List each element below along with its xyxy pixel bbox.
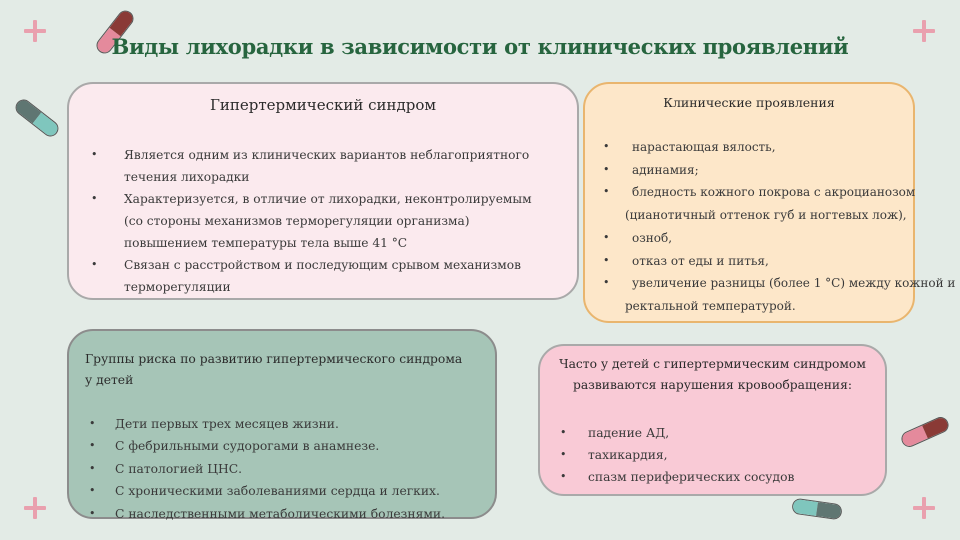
list-item: • озноб, <box>625 227 925 250</box>
bullet-icon: • <box>603 253 610 267</box>
risk-groups-card <box>67 329 497 519</box>
circulatory-disorders-list <box>560 422 878 488</box>
hyperthermic-syndrome-list <box>91 144 547 298</box>
list-item: • Дети первых трех месяцев жизни. <box>115 413 485 435</box>
circulatory-disorders-card <box>538 344 887 496</box>
bullet-icon: • <box>603 140 610 153</box>
bullet-icon: • <box>89 506 96 520</box>
list-item: • С хроническими заболеваниями сердца и легких. <box>115 480 485 502</box>
list-item: • спазм периферических сосудов <box>588 466 878 488</box>
bullet-icon: • <box>603 185 610 199</box>
card-title: Гипертермический синдром <box>209 96 437 114</box>
list-item-continuation: ректальной температурой. <box>625 298 796 313</box>
list-item: • падение АД, <box>588 422 878 444</box>
page-title: Виды лихорадки в зависимости от клинических проявлений <box>111 34 849 59</box>
bullet-icon: • <box>89 439 96 453</box>
bullet-icon: • <box>603 276 610 290</box>
card-title: Группы риска по развитию гипертермического синдрома у детей <box>85 352 463 387</box>
bullet-icon: • <box>603 230 610 244</box>
list-item: • С наследственными метаболическими болезнями. <box>115 503 485 525</box>
list-item-continuation: (цианотичный оттенок губ и ногтевых лож), <box>625 208 907 223</box>
plus-cross-icon <box>913 497 935 519</box>
bullet-icon: • <box>560 448 567 461</box>
risk-groups-list <box>89 413 485 525</box>
list-item: • Связан с расстройством и последующим срывом механизмов терморегуляции <box>117 254 547 298</box>
list-item: • бледность кожного покрова с акроцианозом <box>625 181 925 204</box>
list-item: • Характеризуется, в отличие от лихорадки, неконтролируемым (со стороны механизмов терморегуляции организма) повышением температуры тела выше 41 °C <box>117 188 547 254</box>
bullet-icon: • <box>560 426 567 439</box>
bullet-icon: • <box>89 484 96 498</box>
bullet-icon: • <box>603 162 610 176</box>
plus-cross-icon <box>24 497 46 519</box>
card-title: Часто у детей с гипертермическим синдромом развиваются нарушения кровообращения: <box>559 357 866 392</box>
list-item: • С патологией ЦНС. <box>115 458 485 480</box>
hyperthermic-syndrome-card <box>67 82 579 300</box>
clinical-manifestations-card <box>583 82 956 323</box>
bullet-icon: • <box>89 417 96 430</box>
list-item: • увеличение разницы (более 1 °C) между кожной и <box>625 272 925 295</box>
list-item: • С фебрильными судорогами в анамнезе. <box>115 435 485 457</box>
card-title: Клинические проявления <box>663 95 835 110</box>
bullet-icon: • <box>89 461 96 475</box>
list-item: • Является одним из клинических вариантов неблагоприятного течения лихорадки <box>117 144 547 188</box>
bullet-icon: • <box>560 470 567 483</box>
capsule-pill-icon <box>12 96 61 139</box>
capsule-pill-icon <box>791 498 843 521</box>
bullet-icon: • <box>91 258 98 271</box>
list-item: • адинамия; <box>625 159 925 182</box>
bullet-icon: • <box>91 148 98 161</box>
list-item: • нарастающая вялость, <box>625 136 925 159</box>
list-item: • отказ от еды и питья, <box>625 250 925 273</box>
bullet-icon: • <box>91 192 98 205</box>
capsule-pill-icon <box>899 415 951 450</box>
list-item: • тахикардия, <box>588 444 878 466</box>
clinical-manifestations-list <box>603 136 956 318</box>
